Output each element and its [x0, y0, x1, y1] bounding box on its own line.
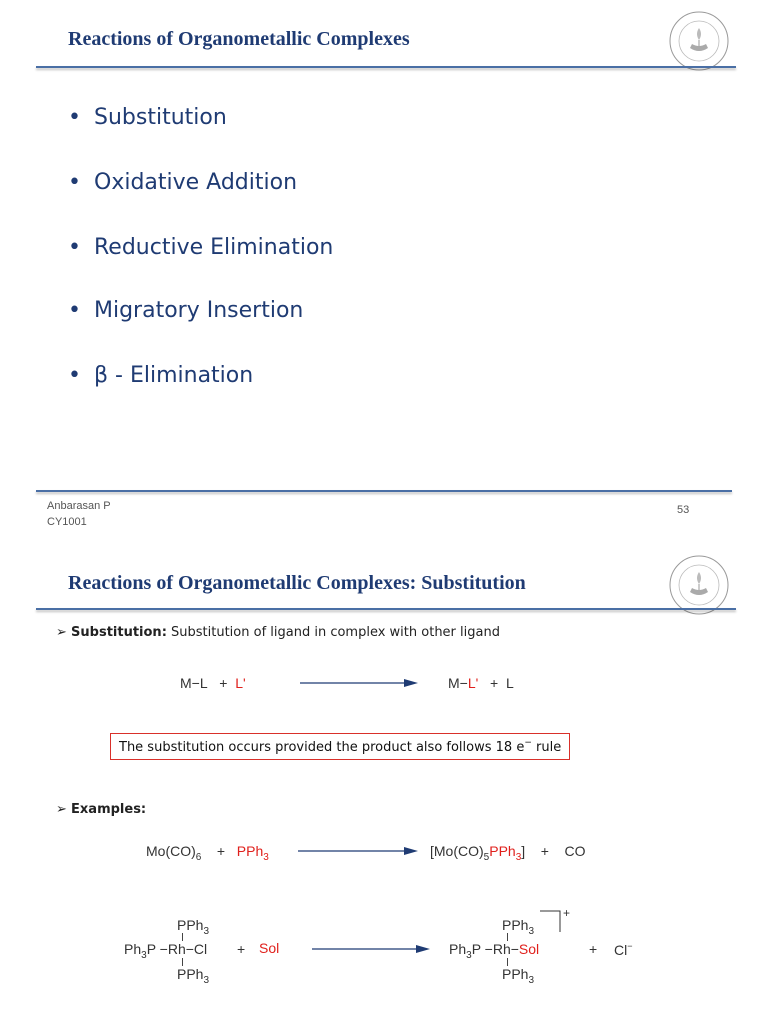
arrow-bullet-icon: ➢ — [56, 625, 72, 640]
bullet-text: Migratory Insertion — [94, 298, 304, 323]
eq3-solvent: Sol — [259, 940, 280, 956]
bullet-text: Reductive Elimination — [94, 235, 334, 260]
slide1-title-rule — [36, 66, 736, 68]
footer-course: CY1001 — [47, 516, 87, 528]
bullet-item: • Reductive Elimination — [68, 235, 334, 260]
institute-logo — [668, 10, 730, 72]
eq1-product: M−L' + L — [448, 675, 514, 691]
eq2-product: $[Mo(CO)_5PPh_3]$ + CO — [430, 843, 586, 863]
eq3-plus: + — [237, 941, 246, 957]
slide2-title-rule — [36, 608, 736, 610]
institute-logo — [668, 554, 730, 616]
charge-label: + — [563, 906, 571, 920]
chloride-ion: Cl− — [614, 941, 633, 958]
charge-bracket — [540, 910, 562, 939]
bond-line — [182, 933, 183, 941]
eq3-product-center: $Ph_3P -Rh-Sol$ — [449, 941, 540, 961]
eq1-reactant: M−L + L' — [180, 675, 246, 691]
eq3-reactant-top-ligand: PPh$_3$ — [177, 917, 210, 937]
slide1-footer-rule — [36, 490, 732, 492]
reaction-arrow — [312, 942, 432, 961]
definition-text: Substitution of ligand in complex with other ligand — [166, 625, 500, 640]
eighteen-electron-rule-box: The substitution occurs provided the product also follows 18 e− rule — [110, 733, 570, 760]
bullet-item: • Substitution — [68, 105, 227, 130]
bond-line — [182, 958, 183, 966]
slide1-title: Reactions of Organometallic Complexes — [68, 28, 410, 50]
examples-heading — [56, 802, 146, 817]
eq3-plus: + — [589, 941, 598, 957]
eq3-product-top-ligand: PPh$_3$ — [502, 917, 535, 937]
footer-author: Anbarasan P — [47, 500, 111, 512]
page-number: 53 — [677, 504, 690, 516]
bullet-text: β - Elimination — [94, 363, 254, 388]
arrow-bullet-icon: ➢ — [56, 802, 72, 817]
definition-label: Substitution: — [71, 625, 167, 640]
substitution-definition — [56, 625, 500, 640]
bullet-text: Substitution — [94, 105, 227, 130]
bullet-item: • β - Elimination — [68, 363, 254, 388]
eq3-product-bottom-ligand: PPh$_3$ — [502, 966, 535, 986]
reaction-arrow — [300, 676, 420, 695]
reaction-arrow — [298, 844, 420, 863]
bullet-item: • Migratory Insertion — [68, 298, 304, 323]
eq3-reactant-bottom-ligand: PPh$_3$ — [177, 966, 210, 986]
bullet-text: Oxidative Addition — [94, 170, 298, 195]
bond-line — [507, 933, 508, 941]
bond-line — [507, 958, 508, 966]
eq3-reactant-center: $Ph_3P -Rh-Cl$ — [124, 941, 208, 961]
bullet-item: • Oxidative Addition — [68, 170, 298, 195]
examples-label: Examples: — [71, 802, 147, 817]
eq2-reactant: $Mo(CO)_6$ + PPh$_3$ — [146, 843, 269, 863]
slide2-title: Reactions of Organometallic Complexes: Substitution — [68, 572, 526, 594]
